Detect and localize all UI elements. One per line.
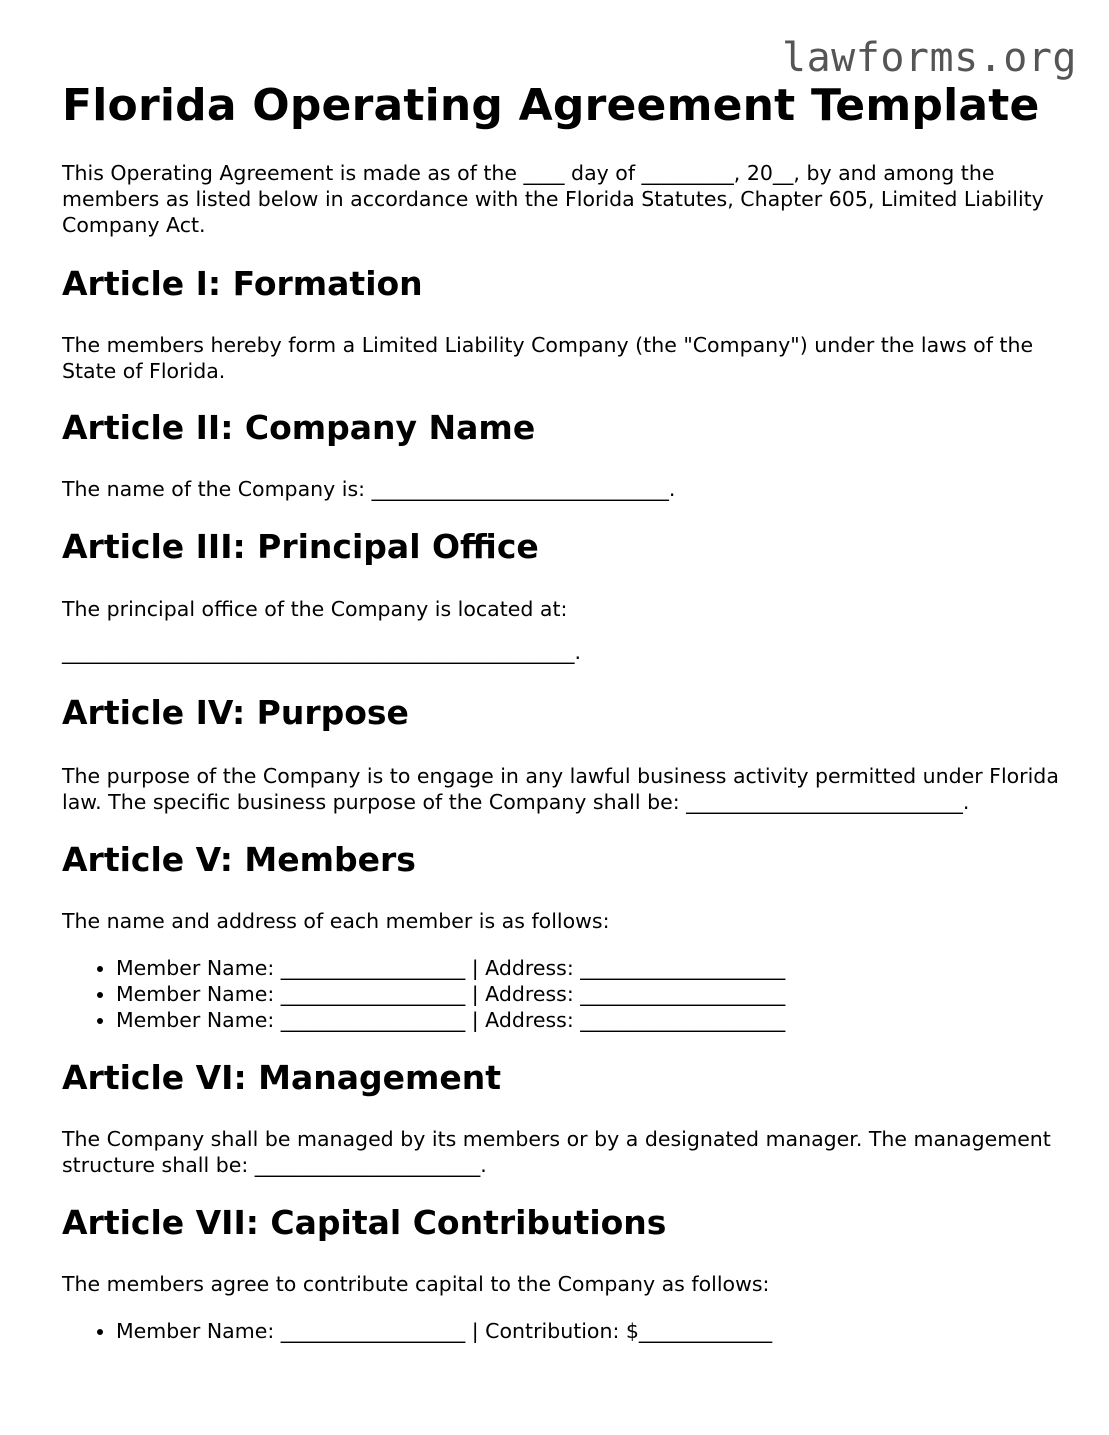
article-2-text: The name of the Company is: _____________________________. [62,477,676,501]
article-6-text: The Company shall be managed by its members or by a designated manager. The management structure shall be: ______________________. [62,1127,1051,1177]
article-4-heading: Article IV: Purpose [62,693,409,732]
list-item: • Member Name: __________________ | Contribution: $_____________ [116,1318,1062,1344]
article-1-text: The members hereby form a Limited Liability Company (the "Company") under the laws of the State of Florida. [62,333,1034,383]
list-item: • Member Name: __________________ | Address: ____________________ [116,1007,1062,1033]
article-1-heading: Article I: Formation [62,264,423,303]
list-item: • Member Name: __________________ | Address: ____________________ [116,955,1062,981]
article-7-heading: Article VII: Capital Contributions [62,1203,667,1242]
article-3-text: The principal office of the Company is located at: [62,597,568,621]
contributions-list [62,1318,1062,1344]
article-3-heading: Article III: Principal Office [62,527,539,566]
article-7-text: The members agree to contribute capital to the Company as follows: [62,1272,770,1296]
page-title: Florida Operating Agreement Template [62,80,1040,131]
article-4-text: The purpose of the Company is to engage in any lawful business activity permitted under Florida law. The specific business purpose of the Company shall be: ___________________________. [62,764,1059,814]
article-2-heading: Article II: Company Name [62,408,536,447]
article-6-heading: Article VI: Management [62,1058,502,1097]
article-5-text: The name and address of each member is as follows: [62,909,610,933]
article-3-address-blank: __________________________________________________. [62,640,582,664]
article-5-heading: Article V: Members [62,840,416,879]
intro-paragraph: This Operating Agreement is made as of the ____ day of _________, 20__, by and among the members as listed below in accordance with the Florida Statutes, Chapter 605, Limited Liability Company Act. [62,161,1044,237]
list-item: • Member Name: __________________ | Address: ____________________ [116,981,1062,1007]
watermark: lawforms.org [782,35,1077,81]
members-list [62,955,1062,1033]
document-page [62,78,1062,1344]
